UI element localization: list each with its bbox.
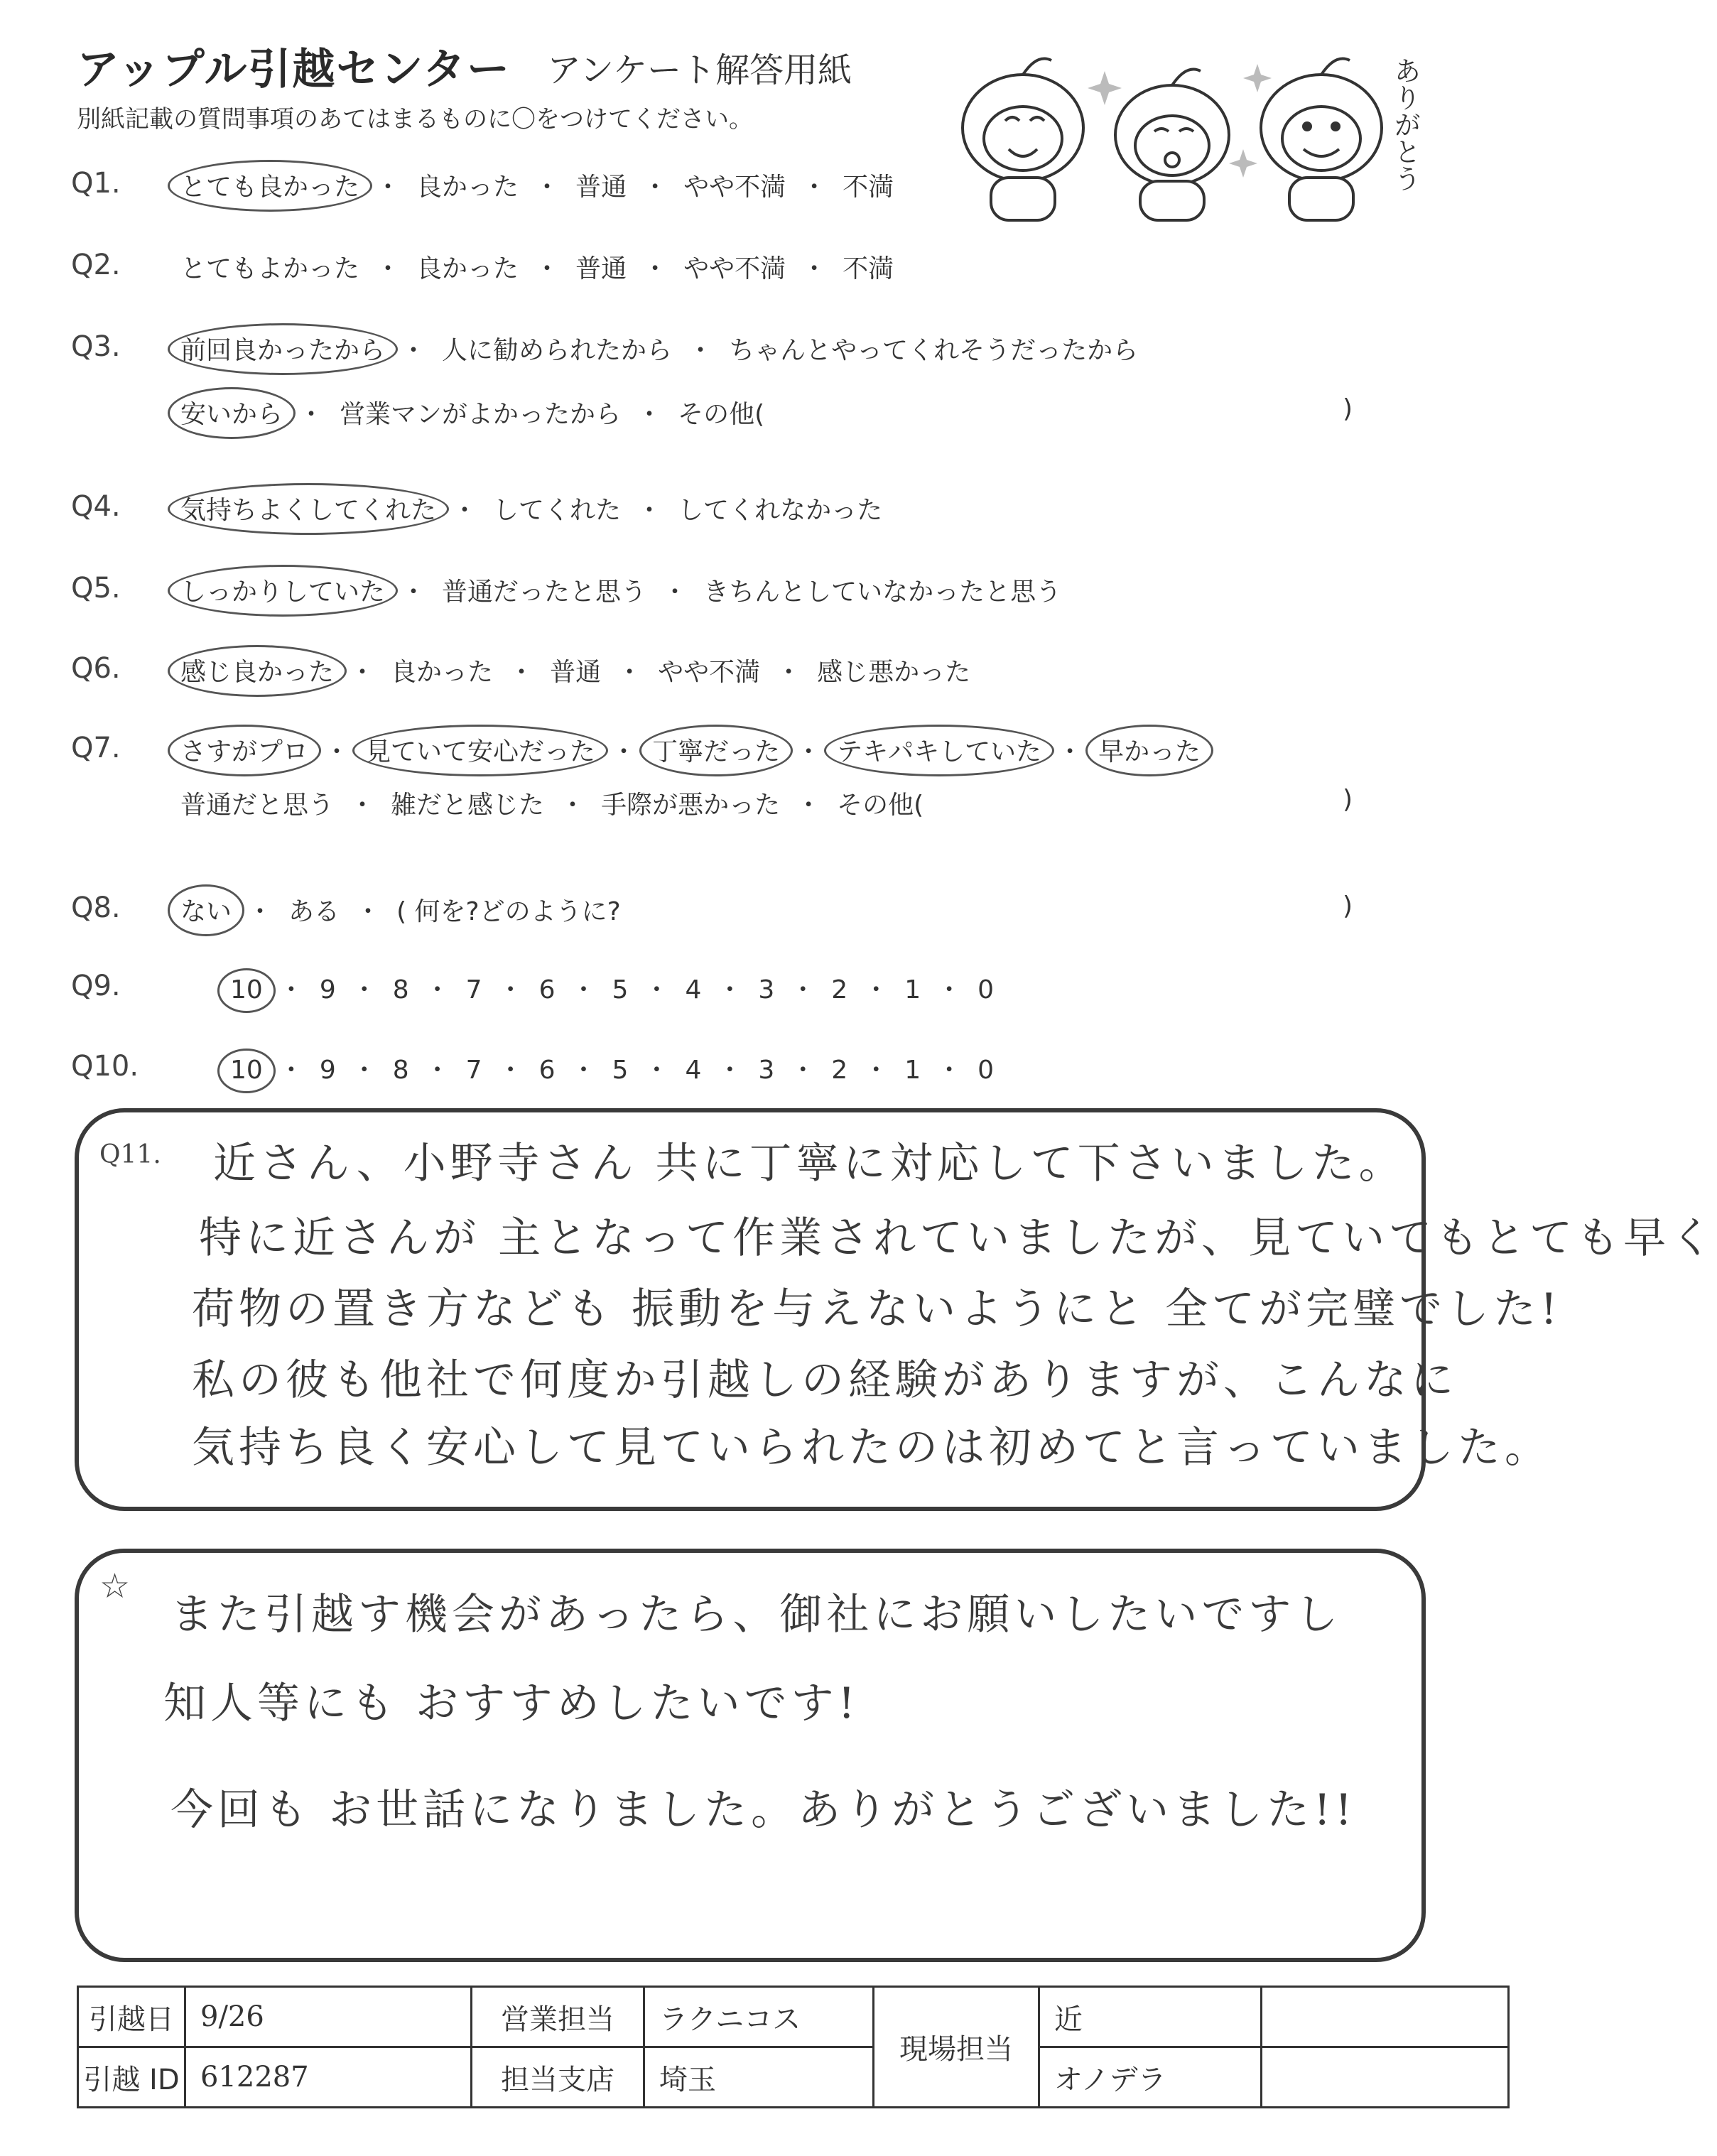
answer-option[interactable]: やや不満 <box>658 658 761 687</box>
separator-dot: ・ <box>278 1056 304 1085</box>
sales-label: 営業担当 <box>472 1987 644 2047</box>
branch-label: 担当支店 <box>472 2047 644 2108</box>
answer-option-selected[interactable]: 前回良かったから <box>178 330 388 367</box>
answer-option[interactable]: 感じ悪かった <box>817 658 971 687</box>
answer-option[interactable]: 人に勧められたから <box>442 336 673 365</box>
separator-dot: ・ <box>497 1056 524 1085</box>
separator-dot: ・ <box>717 975 743 1004</box>
answer-option[interactable]: 6 <box>538 975 556 1004</box>
separator-dot: ・ <box>611 737 637 766</box>
answer-option[interactable]: 普通 <box>575 173 627 202</box>
separator-dot: ・ <box>936 975 963 1004</box>
separator-dot: ・ <box>375 173 401 202</box>
separator-dot: ・ <box>497 975 524 1004</box>
answer-option[interactable]: その他( <box>837 791 924 820</box>
answer-option[interactable]: 9 <box>319 1056 336 1085</box>
answer-option[interactable]: ちゃんとやってくれそうだったから <box>729 336 1139 365</box>
separator-dot: ・ <box>401 336 427 365</box>
site-staff-label: 現場担当 <box>874 1987 1039 2108</box>
answer-option[interactable]: 4 <box>685 1056 702 1085</box>
answer-option[interactable]: 手際が悪かった <box>601 791 781 820</box>
separator-dot: ・ <box>534 173 560 202</box>
question-label: Q1. <box>71 167 121 200</box>
separator-dot: ・ <box>637 496 663 525</box>
answer-option[interactable]: 8 <box>392 975 409 1004</box>
separator-dot: ・ <box>355 897 381 926</box>
close-paren: ) <box>1343 394 1353 423</box>
answer-option[interactable]: 9 <box>319 975 336 1004</box>
answer-option[interactable]: 普通だと思う <box>180 791 335 820</box>
question-label: Q9. <box>71 970 121 1002</box>
question-label: Q10. <box>71 1050 139 1083</box>
separator-dot: ・ <box>644 1056 670 1085</box>
answer-option-selected[interactable]: 10 <box>227 1056 266 1085</box>
separator-dot: ・ <box>801 173 828 202</box>
branch-value: 埼玉 <box>644 2047 874 2108</box>
answer-option[interactable]: ( 何を?どのように? <box>396 897 621 926</box>
answer-option[interactable]: 不満 <box>843 254 894 283</box>
close-paren: ) <box>1343 892 1353 921</box>
question-label: Q7. <box>71 732 121 764</box>
mascot-thanks-text: ありがとう <box>1390 57 1421 192</box>
separator-dot: ・ <box>936 1056 963 1085</box>
answer-option[interactable]: その他( <box>678 400 765 429</box>
mascot-illustration <box>924 43 1421 227</box>
move-date-label: 引越日 <box>78 1987 185 2047</box>
answer-option-selected[interactable]: 10 <box>227 975 266 1004</box>
answer-option-selected[interactable]: ない <box>178 892 234 928</box>
answer-option[interactable]: 不満 <box>843 173 894 202</box>
answer-option[interactable]: 営業マンがよかったから <box>340 400 622 429</box>
footer-info-table <box>77 1986 1510 2108</box>
answer-option-selected[interactable]: とても良かった <box>178 167 362 203</box>
separator-dot: ・ <box>662 578 688 607</box>
separator-dot: ・ <box>863 1056 889 1085</box>
answer-option-selected[interactable]: 安いから <box>178 394 286 430</box>
instruction-text: 別紙記載の質問事項のあてはまるものに〇をつけてください。 <box>77 105 753 134</box>
answer-option[interactable]: 5 <box>612 1056 629 1085</box>
answer-option[interactable]: 2 <box>831 1056 848 1085</box>
answer-option-selected[interactable]: 丁寧だった <box>649 732 783 768</box>
sales-value: ラクニコス <box>644 1987 874 2047</box>
separator-dot: ・ <box>796 737 822 766</box>
separator-dot: ・ <box>401 578 427 607</box>
form-subtitle: アンケート解答用紙 <box>547 50 852 90</box>
answer-option-selected[interactable]: さすがプロ <box>178 732 311 768</box>
empty-cell <box>1262 1987 1509 2047</box>
answer-option[interactable]: 3 <box>758 1056 775 1085</box>
separator-dot: ・ <box>637 400 663 429</box>
q11-line: 荷物の置き方なども 振動を与えないようにと 全てが完璧でした! <box>192 1284 1562 1334</box>
separator-dot: ・ <box>790 1056 816 1085</box>
separator-dot: ・ <box>560 791 586 820</box>
separator-dot: ・ <box>351 1056 377 1085</box>
separator-dot: ・ <box>801 254 828 283</box>
answer-option[interactable]: 7 <box>465 1056 482 1085</box>
comment-line: 知人等にも おすすめしたいです! <box>163 1679 860 1728</box>
separator-dot: ・ <box>375 254 401 283</box>
move-id-value: 612287 <box>185 2047 472 2108</box>
separator-dot: ・ <box>247 897 273 926</box>
separator-dot: ・ <box>298 400 325 429</box>
answer-option[interactable]: 2 <box>831 975 848 1004</box>
separator-dot: ・ <box>642 173 668 202</box>
question-label: Q5. <box>71 572 121 605</box>
answer-option[interactable]: 0 <box>977 975 995 1004</box>
q11-label: Q11. <box>99 1140 161 1169</box>
site-staff-2: オノデラ <box>1039 2047 1262 2108</box>
answer-option[interactable]: 7 <box>465 975 482 1004</box>
answer-option[interactable]: やや不満 <box>683 254 786 283</box>
separator-dot: ・ <box>452 496 478 525</box>
separator-dot: ・ <box>534 254 560 283</box>
separator-dot: ・ <box>278 975 304 1004</box>
separator-dot: ・ <box>350 791 376 820</box>
answer-option[interactable]: 良かった <box>416 173 519 202</box>
separator-dot: ・ <box>796 791 822 820</box>
separator-dot: ・ <box>790 975 816 1004</box>
answer-option[interactable]: 普通 <box>550 658 602 687</box>
separator-dot: ・ <box>351 975 377 1004</box>
answer-option[interactable]: 良かった <box>416 254 519 283</box>
question-label: Q2. <box>71 249 121 281</box>
answer-option[interactable]: 普通 <box>575 254 627 283</box>
question-label: Q4. <box>71 490 121 523</box>
answer-option[interactable]: 1 <box>904 1056 921 1085</box>
answer-option[interactable]: 良かった <box>391 658 494 687</box>
separator-dot: ・ <box>570 975 597 1004</box>
answer-option[interactable]: 6 <box>538 1056 556 1085</box>
question-label: Q3. <box>71 330 121 363</box>
separator-dot: ・ <box>863 975 889 1004</box>
form-title: アップル引越センター <box>77 45 511 94</box>
comment-line: また引越す機会があったら、御社にお願いしたいですし <box>170 1590 1343 1640</box>
question-label: Q6. <box>71 652 121 685</box>
site-staff-1: 近 <box>1039 1987 1262 2047</box>
answer-option[interactable]: とてもよかった <box>180 254 360 283</box>
separator-dot: ・ <box>776 658 802 687</box>
star-icon: ☆ <box>99 1566 131 1606</box>
answer-option-selected[interactable]: 感じ良かった <box>178 652 337 688</box>
separator-dot: ・ <box>509 658 535 687</box>
q11-line: 私の彼も他社で何度か引越しの経験がありますが、こんなに <box>192 1355 1458 1405</box>
answer-option[interactable]: ある <box>288 897 340 926</box>
comment-line: 今回も お世話になりました。ありがとうございました!! <box>170 1785 1357 1835</box>
answer-option[interactable]: 普通だったと思う <box>442 578 647 607</box>
question-label: Q8. <box>71 892 121 924</box>
separator-dot: ・ <box>570 1056 597 1085</box>
answer-option-selected[interactable]: 早かった <box>1095 732 1203 768</box>
answer-option[interactable]: 1 <box>904 975 921 1004</box>
answer-option[interactable]: 8 <box>392 1056 409 1085</box>
q11-line: 気持ち良く安心して見ていられたのは初めてと言っていました。 <box>192 1423 1551 1473</box>
answer-option[interactable]: 0 <box>977 1056 995 1085</box>
answer-option[interactable]: してくれた <box>493 496 622 525</box>
separator-dot: ・ <box>350 658 376 687</box>
answer-option[interactable]: きちんとしていなかったと思う <box>703 578 1062 607</box>
separator-dot: ・ <box>424 1056 450 1085</box>
move-date-value: 9/26 <box>185 1987 472 2047</box>
q11-line: 近さん、小野寺さん 共に丁寧に対応して下さいました。 <box>213 1139 1406 1188</box>
answer-option[interactable]: 5 <box>612 975 629 1004</box>
q11-line: 特に近さんが 主となって作業されていましたが、見ていてもとても早く <box>199 1213 1717 1263</box>
answer-option-selected[interactable]: 気持ちよくしてくれた <box>178 490 439 526</box>
answer-option[interactable]: してくれなかった <box>678 496 883 525</box>
move-id-label: 引越 ID <box>78 2047 185 2108</box>
answer-option[interactable]: 雑だと感じた <box>391 791 545 820</box>
answer-option[interactable]: 3 <box>758 975 775 1004</box>
separator-dot: ・ <box>617 658 643 687</box>
separator-dot: ・ <box>1057 737 1083 766</box>
separator-dot: ・ <box>424 975 450 1004</box>
empty-cell <box>1262 2047 1509 2108</box>
answer-option[interactable]: やや不満 <box>683 173 786 202</box>
answer-option-selected[interactable]: テキパキしていた <box>834 732 1044 768</box>
separator-dot: ・ <box>717 1056 743 1085</box>
separator-dot: ・ <box>644 975 670 1004</box>
separator-dot: ・ <box>642 254 668 283</box>
answer-option-selected[interactable]: しっかりしていた <box>178 572 388 608</box>
answer-option-selected[interactable]: 見ていて安心だった <box>362 732 598 768</box>
separator-dot: ・ <box>324 737 350 766</box>
answer-option[interactable]: 4 <box>685 975 702 1004</box>
close-paren: ) <box>1343 785 1353 814</box>
separator-dot: ・ <box>688 336 714 365</box>
